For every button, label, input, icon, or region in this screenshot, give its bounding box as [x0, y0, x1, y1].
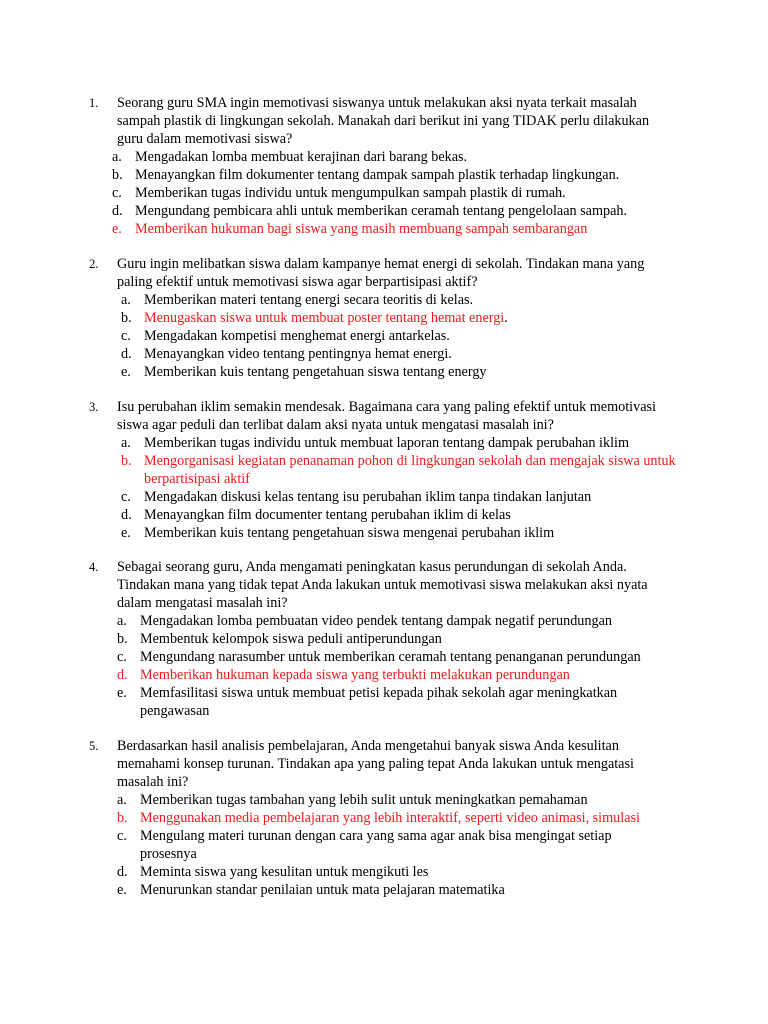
option-letter: c.	[121, 489, 131, 505]
option-letter: b.	[117, 631, 128, 647]
option-list	[121, 291, 680, 381]
option-letter: b.	[112, 167, 123, 183]
option-letter: c.	[112, 185, 122, 201]
option-letter: b.	[121, 453, 132, 469]
option-a	[117, 612, 680, 630]
question-1	[0, 94, 680, 238]
option-list	[121, 434, 680, 542]
option-text-wrap	[144, 309, 680, 327]
question-stem: Isu perubahan iklim semakin mendesak. Bagaimana cara yang paling efektif untuk memotivasi siswa agar peduli dan terlibat dalam aksi nyata untuk mengatasi masalah ini?	[117, 399, 656, 433]
option-text: Memberikan hukuman kepada siswa yang terbukti melakukan perundungan	[140, 667, 570, 683]
option-text: Memberikan tugas tambahan yang lebih sulit untuk meningkatkan pemahaman	[140, 792, 588, 808]
option-text: Mengadakan lomba pembuatan video pendek tentang dampak negatif perundungan	[140, 613, 612, 629]
option-letter: a.	[117, 792, 127, 808]
option-letter: d.	[121, 507, 132, 523]
option-letter: e.	[117, 882, 127, 898]
question-2	[0, 255, 680, 381]
option-text: Mengundang narasumber untuk memberikan ceramah tentang penanganan perundungan	[140, 649, 641, 665]
question-number: 5.	[89, 739, 99, 753]
option-text: Menayangkan video tentang pentingnya hemat energi.	[144, 346, 452, 362]
option-text: Mengadakan diskusi kelas tentang isu perubahan iklim tanpa tindakan lanjutan	[144, 489, 592, 505]
option-letter: e.	[117, 685, 127, 701]
question-number: 4.	[89, 560, 99, 574]
option-a	[112, 148, 680, 166]
option-letter: d.	[117, 667, 128, 683]
option-text: Mengadakan kompetisi menghemat energi antarkelas.	[144, 328, 450, 344]
option-letter: b.	[121, 310, 132, 326]
option-text: Mengorganisasi kegiatan penanaman pohon di lingkungan sekolah dan mengajak siswa untuk berpartisipasi aktif	[144, 453, 676, 487]
option-c	[117, 827, 680, 863]
option-c	[112, 184, 680, 202]
option-list	[117, 612, 680, 720]
option-text: Menggunakan media pembelajaran yang lebih interaktif, seperti video animasi, simulasi	[140, 810, 640, 826]
option-a	[121, 434, 680, 452]
question-number: 1.	[89, 96, 99, 110]
option-text: Memberikan kuis tentang pengetahuan siswa mengenai perubahan iklim	[144, 525, 555, 541]
option-b	[112, 166, 680, 184]
option-d	[112, 202, 680, 220]
option-text: Memberikan kuis tentang pengetahuan siswa tentang energy	[144, 364, 487, 380]
option-list	[117, 791, 680, 899]
option-text: Mengundang pembicara ahli untuk memberikan ceramah tentang pengelolaan sampah.	[135, 203, 628, 219]
option-d	[121, 345, 680, 363]
option-text: Meminta siswa yang kesulitan untuk mengikuti les	[140, 864, 429, 880]
option-d	[117, 863, 680, 881]
option-letter: c.	[117, 649, 127, 665]
option-text: Memberikan tugas individu untuk membuat laporan tentang dampak perubahan iklim	[144, 435, 630, 451]
option-letter: e.	[121, 525, 131, 541]
option-text: Membentuk kelompok siswa peduli antiperundungan	[140, 631, 442, 647]
option-letter: d.	[117, 864, 128, 880]
option-letter: d.	[112, 203, 123, 219]
option-text: Memberikan hukuman bagi siswa yang masih membuang sampah sembarangan	[135, 221, 588, 237]
option-letter: d.	[121, 346, 132, 362]
question-3	[0, 398, 680, 542]
option-letter: a.	[117, 613, 127, 629]
option-text: Menurunkan standar penilaian untuk mata pelajaran matematika	[140, 882, 505, 898]
question-stem: Berdasarkan hasil analisis pembelajaran, Anda mengetahui banyak siswa Anda kesulitan memahami konsep turunan. Tindakan apa yang paling tepat Anda lakukan untuk mengatasi masalah ini?	[117, 738, 634, 790]
question-5	[0, 737, 680, 899]
option-text: Memfasilitasi siswa untuk membuat petisi kepada pihak sekolah agar meningkatkan pengawasan	[140, 685, 618, 719]
option-e	[121, 524, 680, 542]
option-letter: c.	[117, 828, 127, 844]
option-letter: c.	[121, 328, 131, 344]
option-text: Mengadakan lomba membuat kerajinan dari barang bekas.	[135, 149, 468, 165]
option-text: Menayangkan film dokumenter tentang dampak sampah plastik terhadap lingkungan.	[135, 167, 620, 183]
option-text: Memberikan tugas individu untuk mengumpulkan sampah plastik di rumah.	[135, 185, 566, 201]
question-stem: Sebagai seorang guru, Anda mengamati peningkatan kasus perundungan di sekolah Anda. Tindakan mana yang tidak tepat Anda lakukan untuk memotivasi siswa melakukan aksi nyata dalam mengatasi masalah ini?	[117, 559, 648, 611]
option-e	[117, 881, 680, 899]
option-c	[121, 488, 680, 506]
option-letter: e.	[112, 221, 122, 237]
question-stem: Guru ingin melibatkan siswa dalam kampanye hemat energi di sekolah. Tindakan mana yang paling efektif untuk memotivasi siswa agar berpartisipasi aktif?	[117, 256, 645, 290]
option-letter: a.	[112, 149, 122, 165]
question-number: 2.	[89, 257, 99, 271]
option-letter: b.	[117, 810, 128, 826]
option-b-correct-answer	[121, 452, 680, 488]
option-d-correct-answer	[117, 666, 680, 684]
question-4	[0, 558, 680, 720]
option-e	[117, 684, 680, 720]
option-text: Mengulang materi turunan dengan cara yang sama agar anak bisa mengingat setiap prosesnya	[140, 828, 612, 862]
option-letter: a.	[121, 292, 131, 308]
option-b	[121, 309, 680, 327]
option-b-correct-answer	[117, 809, 680, 827]
question-number: 3.	[89, 400, 99, 414]
option-text-suffix: .	[504, 310, 508, 326]
option-b	[117, 630, 680, 648]
option-list	[112, 148, 680, 238]
option-text: Menayangkan film documenter tentang perubahan iklim di kelas	[144, 507, 511, 523]
option-c	[121, 327, 680, 345]
option-text: Memberikan materi tentang energi secara teoritis di kelas.	[144, 292, 474, 308]
option-letter: e.	[121, 364, 131, 380]
option-a	[117, 791, 680, 809]
option-a	[121, 291, 680, 309]
option-e	[121, 363, 680, 381]
question-stem: Seorang guru SMA ingin memotivasi siswanya untuk melakukan aksi nyata terkait masalah sampah plastik di lingkungan sekolah. Manakah dari berikut ini yang TIDAK perlu dilakukan guru dalam memotivasi siswa?	[117, 95, 650, 147]
option-e-correct-answer	[112, 220, 680, 238]
option-letter: a.	[121, 435, 131, 451]
correct-answer-text: Menugaskan siswa untuk membuat poster tentang hemat energi	[144, 310, 505, 326]
option-d	[121, 506, 680, 524]
option-c	[117, 648, 680, 666]
